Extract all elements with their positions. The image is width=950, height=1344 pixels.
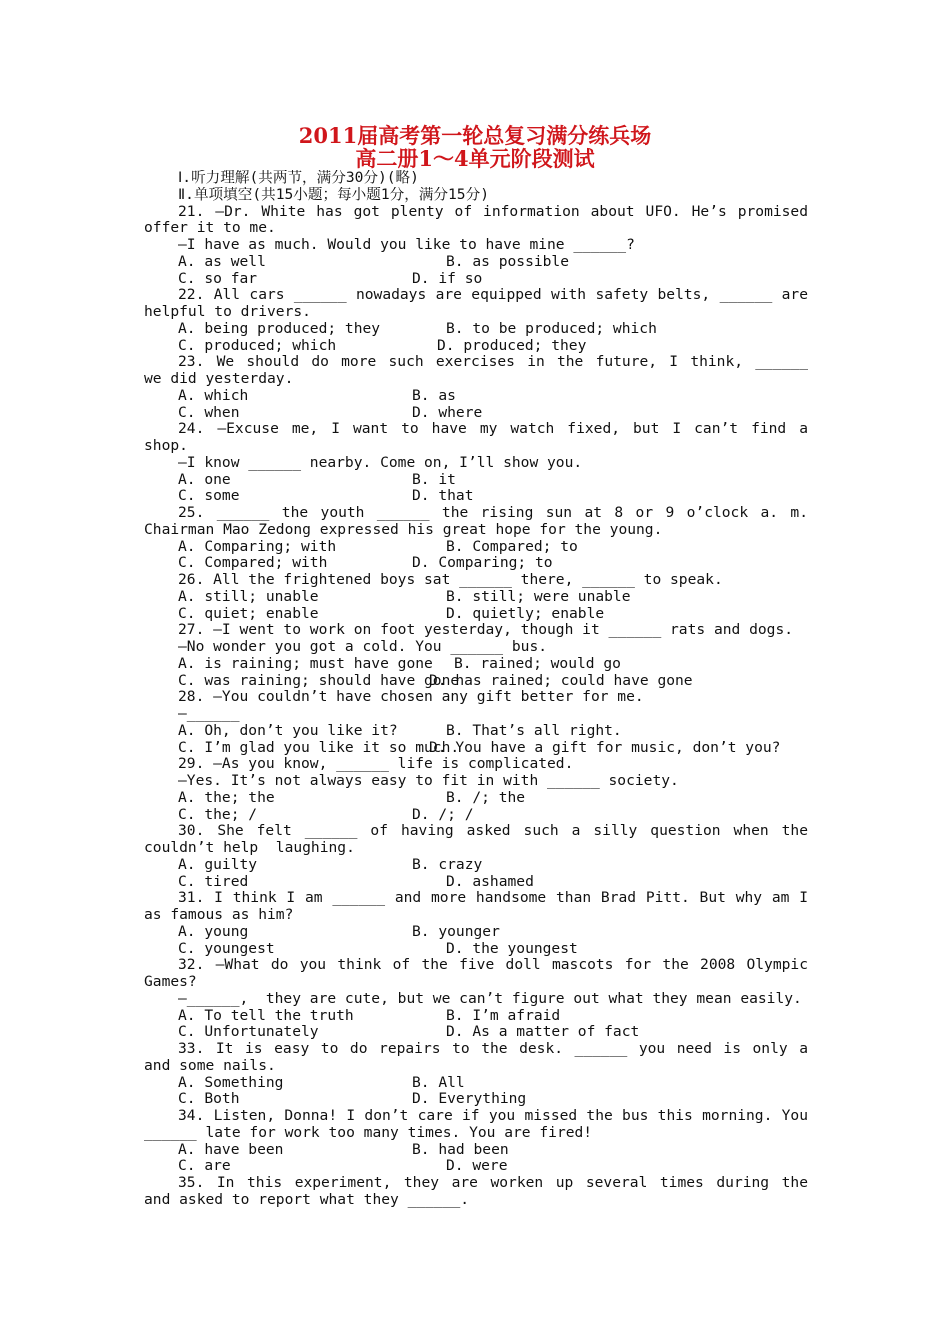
question-stem: 26. All the frightened boys sat ______ there, ______ to speak. [178, 572, 723, 588]
answer-option[interactable]: A. Comparing; with [178, 537, 337, 555]
question-item [144, 354, 808, 421]
answer-option[interactable]: B. still; were unable [446, 587, 631, 605]
answer-option[interactable]: A. young [178, 922, 249, 940]
answer-option[interactable]: A. Something [178, 1073, 284, 1091]
option-row [144, 271, 808, 288]
answer-option[interactable]: D. Everything [412, 1090, 527, 1108]
option-row [144, 807, 808, 824]
document-subtitle: 高二册1～4单元阶段测试 [355, 146, 595, 171]
answer-option[interactable]: B. /; the [446, 788, 526, 806]
option-row [144, 338, 808, 355]
answer-option[interactable]: A. guilty [178, 855, 258, 873]
answer-option[interactable]: D. /; / [412, 805, 474, 823]
answer-option[interactable]: A. being produced; they [178, 319, 381, 337]
answer-option[interactable]: D. Comparing; to [412, 554, 553, 572]
answer-option[interactable]: C. quiet; enable [178, 604, 319, 622]
answer-option[interactable]: C. Unfortunately [178, 1023, 319, 1041]
option-row [144, 857, 808, 874]
question-item [144, 505, 808, 572]
question-dialogue-line: —I have as much. Would you like to have mine ______? [178, 237, 635, 253]
option-row [144, 1024, 808, 1041]
question-item [144, 890, 808, 957]
answer-option[interactable]: A. have been [178, 1140, 284, 1158]
option-row [144, 539, 808, 556]
answer-option[interactable]: A. is raining; must have gone [178, 654, 433, 672]
question-stem: 25. ______ the youth ______ the rising sun at 8 or 9 o’clock a. m. [178, 505, 808, 521]
question-stem: 22. All cars ______ nowadays are equipped with safety belts, ______ are [178, 287, 808, 304]
question-stem: shop. [144, 438, 188, 454]
option-row [144, 488, 808, 505]
answer-option[interactable]: B. had been [412, 1140, 509, 1158]
answer-option[interactable]: C. Compared; with [178, 554, 328, 572]
section-listening: Ⅰ.听力理解(共两节，满分30分)(略) [178, 170, 419, 186]
question-stem: 24. —Excuse me, I want to have my watch fixed, but I can’t find a [178, 421, 808, 438]
option-row [144, 1075, 808, 1092]
answer-option[interactable]: D. quietly; enable [446, 604, 605, 622]
question-item [144, 823, 808, 890]
answer-option[interactable]: C. the; / [178, 805, 258, 823]
question-stem: 29. —As you know, ______ life is complicated. [178, 756, 574, 773]
question-stem: helpful to drivers. [144, 304, 311, 320]
option-row [144, 673, 808, 690]
answer-option[interactable]: C. produced; which [178, 336, 337, 354]
answer-option[interactable]: A. which [178, 386, 249, 404]
question-stem: 21. —Dr. White has got plenty of information about UFO. He’s promised [178, 203, 808, 220]
answer-option[interactable]: B. crazy [412, 855, 483, 873]
option-row [144, 1008, 808, 1025]
question-item [144, 957, 808, 1041]
answer-option[interactable]: A. as well [178, 252, 266, 270]
question-dialogue-line: —No wonder you got a cold. You ______ bus. [178, 639, 548, 655]
question-stem: 28. —You couldn’t have chosen any gift better for me. [178, 689, 644, 706]
option-row [144, 388, 808, 405]
answer-option[interactable]: C. tired [178, 872, 249, 890]
question-stem: couldn’t help laughing. [144, 840, 355, 856]
question-list [144, 204, 808, 1209]
question-item [144, 1041, 808, 1108]
answer-option[interactable]: C. are [178, 1157, 231, 1175]
answer-option[interactable]: D. As a matter of fact [446, 1023, 640, 1041]
option-row [144, 606, 808, 623]
answer-option[interactable]: D. ashamed [446, 872, 534, 890]
question-stem: 31. I think I am ______ and more handsome than Brad Pitt. But why am I [178, 890, 808, 907]
question-item [144, 421, 808, 505]
question-dialogue-line: —I know ______ nearby. Come on, I’ll show you. [178, 454, 583, 471]
option-row [144, 1091, 808, 1108]
answer-option[interactable]: A. Oh, don’t you like it? [178, 721, 398, 739]
option-row [144, 656, 808, 673]
question-stem: 27. —I went to work on foot yesterday, though it ______ rats and dogs. [178, 622, 794, 639]
answer-option[interactable]: D. if so [412, 269, 483, 287]
question-stem: 33. It is easy to do repairs to the desk. ______ you need is only a [178, 1041, 808, 1057]
question-stem: and some nails. [144, 1057, 276, 1074]
answer-option[interactable]: C. I’m glad you like it so much. [178, 738, 460, 756]
question-stem: and asked to report what they ______. [144, 1191, 470, 1208]
answer-option[interactable]: B. to be produced; which [446, 319, 657, 337]
question-item [144, 572, 808, 622]
question-item [144, 204, 808, 288]
option-row [144, 555, 808, 572]
answer-option[interactable]: B. as [412, 386, 456, 404]
question-item [144, 1108, 808, 1175]
option-row [144, 1158, 808, 1175]
question-item [144, 287, 808, 354]
question-stem: 30. She felt ______ of having asked such a silly question when the [178, 823, 808, 840]
document-title: 2011届高考第一轮总复习满分练兵场 [298, 123, 652, 148]
document-body [144, 170, 808, 1209]
answer-option[interactable]: D. where [412, 403, 483, 421]
answer-option[interactable]: B. I’m afraid [446, 1006, 561, 1024]
answer-option[interactable]: C. some [178, 487, 240, 505]
question-stem: 23. We should do more such exercises in the future, I think, ______ [178, 354, 808, 371]
option-row [144, 1142, 808, 1159]
section-single-choice: Ⅱ.单项填空(共15小题；每小题1分，满分15分) [178, 186, 489, 203]
answer-option[interactable]: A. the; the [178, 788, 275, 806]
question-item [144, 756, 808, 823]
option-row [144, 405, 808, 422]
answer-option[interactable]: C. so far [178, 269, 258, 287]
question-stem: Games? [144, 974, 197, 990]
answer-option[interactable]: D. that [412, 487, 474, 505]
option-row [144, 723, 808, 740]
question-stem: 32. —What do you think of the five doll mascots for the 2008 Olympic [178, 957, 808, 974]
answer-option[interactable]: D. produced; they [437, 336, 587, 354]
answer-option[interactable]: C. Both [178, 1090, 240, 1108]
option-row [144, 790, 808, 807]
question-stem: as famous as him? [144, 907, 294, 923]
option-row [144, 874, 808, 891]
option-row [144, 740, 808, 757]
answer-option[interactable]: D. has rained; could have gone [429, 671, 693, 689]
answer-option[interactable]: A. one [178, 470, 231, 488]
question-stem: ______ late for work too many times. You are fired! [144, 1124, 593, 1141]
option-row [144, 321, 808, 338]
answer-option[interactable]: D. were [446, 1157, 508, 1175]
answer-option[interactable]: B. as possible [446, 252, 570, 270]
answer-option[interactable]: A. To tell the truth [178, 1006, 354, 1024]
answer-option[interactable]: C. was raining; should have gone [178, 671, 460, 689]
option-row [144, 941, 808, 958]
answer-option[interactable]: B. Compared; to [446, 537, 578, 555]
option-row [144, 472, 808, 489]
question-dialogue-line: —______, they are cute, but we can’t figure out what they mean easily. [178, 990, 802, 1007]
answer-option[interactable]: B. younger [412, 922, 500, 940]
answer-option[interactable]: A. still; unable [178, 587, 319, 605]
answer-option[interactable]: B. it [412, 470, 456, 488]
question-item [144, 622, 808, 689]
answer-option[interactable]: D. You have a gift for music, don’t you? [429, 738, 781, 756]
answer-option[interactable]: B. rained; would go [454, 654, 621, 672]
answer-option[interactable]: D. the youngest [446, 939, 578, 957]
question-item [144, 689, 808, 756]
question-stem: offer it to me. [144, 220, 276, 237]
answer-option[interactable]: C. youngest [178, 939, 275, 957]
question-stem: Chairman Mao Zedong expressed his great hope for the young. [144, 521, 663, 538]
question-item [144, 1175, 808, 1209]
answer-option[interactable]: B. All [412, 1073, 465, 1091]
option-row [144, 589, 808, 606]
question-dialogue-line: —______ [178, 706, 240, 722]
option-row [144, 254, 808, 271]
question-dialogue-line: —Yes. It’s not always easy to fit in with ______ society. [178, 773, 679, 789]
question-stem: 35. In this experiment, they are worken up several times during the [178, 1175, 808, 1191]
question-stem: 34. Listen, Donna! I don’t care if you missed the bus this morning. You [178, 1108, 808, 1124]
answer-option[interactable]: C. when [178, 403, 240, 421]
option-row [144, 924, 808, 941]
question-stem: we did yesterday. [144, 371, 294, 387]
answer-option[interactable]: B. That’s all right. [446, 721, 622, 739]
